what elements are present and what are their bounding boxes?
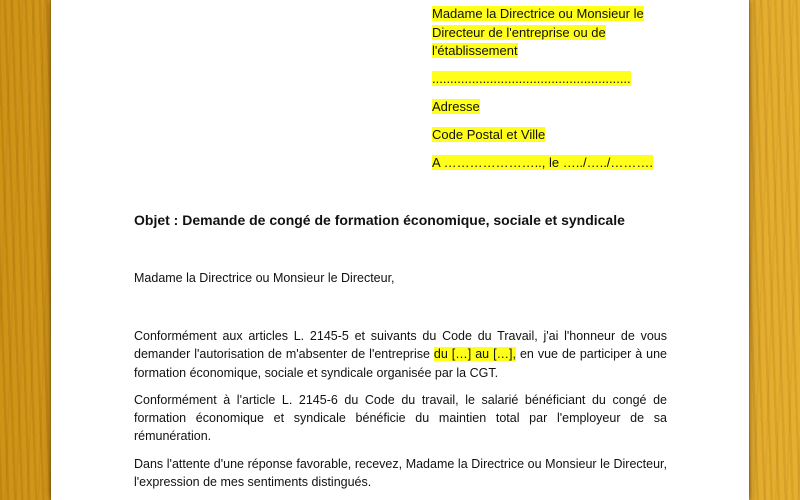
recipient-address: Adresse	[432, 99, 480, 114]
recipient-block	[432, 5, 662, 182]
place-date-line: A ………………….., le …../…../……….	[432, 155, 654, 170]
letter-body	[134, 327, 667, 500]
letter-page	[51, 0, 749, 500]
letter-salutation: Madame la Directrice ou Monsieur le Directeur,	[134, 271, 395, 285]
paragraph-remuneration: Conformément à l'article L. 2145-6 du Code du travail, le salarié bénéficiant du congé de formation économique et syndicale bénéficie du maintien total par l'employeur de sa rémunération.	[134, 392, 667, 444]
date-range-highlight: du […] au […],	[433, 347, 516, 362]
paragraph-closing: Dans l'attente d'une réponse favorable, recevez, Madame la Directrice ou Monsieur le Directeur, l'expression de mes sentiments distingués.	[134, 456, 667, 490]
recipient-postal-city: Code Postal et Ville	[432, 127, 546, 142]
paragraph-request: Conformément aux articles L. 2145-5 et suivants du Code du Travail, j'ai l'honneur de vous demander l'autorisation de m'absenter de l'entreprise du […] au […], en vue de participer à une formation économique, sociale et syndicale organisée par la CGT.	[134, 329, 667, 380]
recipient-dots: .......................................................	[432, 71, 631, 86]
letter-subject: Objet : Demande de congé de formation économique, sociale et syndicale	[134, 212, 625, 228]
recipient-name: Madame la Directrice ou Monsieur le Directeur de l'entreprise ou de l'établissement	[432, 6, 644, 58]
